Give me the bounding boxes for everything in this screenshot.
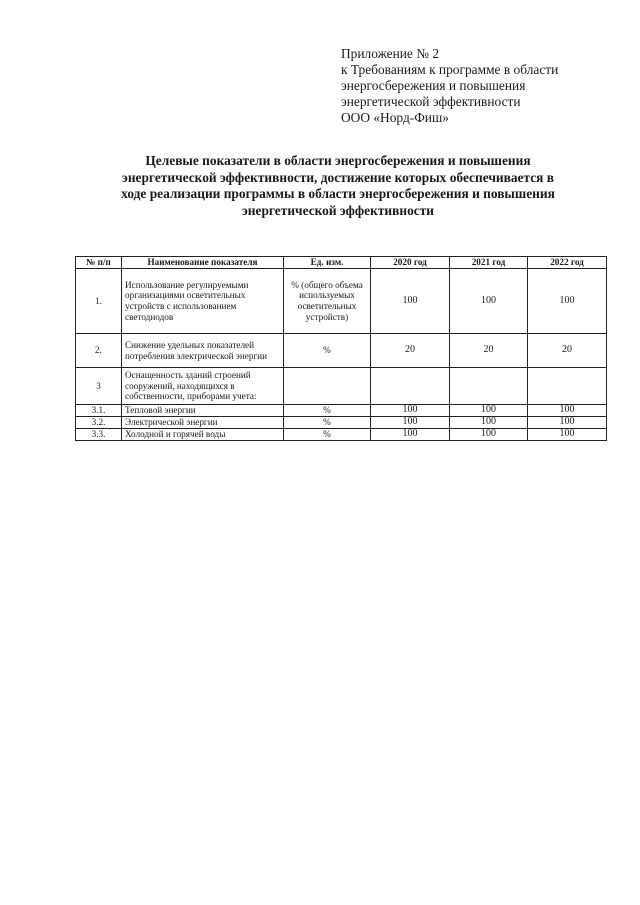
- title-line: энергетической эффективности, достижение которых обеспечивается в: [122, 169, 554, 185]
- cell-2022: 20: [528, 334, 607, 368]
- header-2022: 2022 год: [528, 257, 607, 269]
- header-num: № п/п: [76, 257, 122, 269]
- cell-num: 3.1.: [76, 405, 122, 417]
- table-row: [76, 429, 607, 441]
- cell-name: Оснащенность зданий строений сооружений, находящихся в собственности, приборами учета:: [122, 368, 284, 405]
- appendix-header: [341, 46, 621, 126]
- cell-2020: [371, 368, 450, 405]
- cell-num: 3.2.: [76, 417, 122, 429]
- cell-num: 3.3.: [76, 429, 122, 441]
- header-unit: Ед. изм.: [284, 257, 371, 269]
- appendix-line: к Требованиям к программе в области: [341, 62, 559, 77]
- table-row: [76, 334, 607, 368]
- cell-2021: 100: [450, 269, 528, 334]
- cell-2020: 20: [371, 334, 450, 368]
- cell-2020: 100: [371, 417, 450, 429]
- cell-name: Электрической энергии: [122, 417, 284, 429]
- cell-num: 2.: [76, 334, 122, 368]
- appendix-line: энергосбережения и повышения: [341, 78, 526, 93]
- cell-2021: 100: [450, 429, 528, 441]
- cell-unit: %: [284, 334, 371, 368]
- header-2021: 2021 год: [450, 257, 528, 269]
- target-indicators-table: [75, 256, 607, 441]
- table-row: [76, 405, 607, 417]
- title-line: энергетической эффективности: [242, 202, 434, 218]
- cell-2020: 100: [371, 269, 450, 334]
- cell-2021: 100: [450, 417, 528, 429]
- cell-2021: 20: [450, 334, 528, 368]
- cell-2022: 100: [528, 417, 607, 429]
- cell-2020: 100: [371, 429, 450, 441]
- table-row: [76, 368, 607, 405]
- table-row: [76, 417, 607, 429]
- cell-unit: [284, 368, 371, 405]
- cell-num: 3: [76, 368, 122, 405]
- cell-unit: %: [284, 405, 371, 417]
- cell-unit: % (общего объема используемых осветительных устройств): [284, 269, 371, 334]
- cell-2021: 100: [450, 405, 528, 417]
- table-row: [76, 269, 607, 334]
- cell-name: Тепловой энергии: [122, 405, 284, 417]
- cell-2022: 100: [528, 429, 607, 441]
- header-name: Наименование показателя: [122, 257, 284, 269]
- table-header-row: [76, 257, 607, 269]
- header-2020: 2020 год: [371, 257, 450, 269]
- title-line: Целевые показатели в области энергосбережения и повышения: [145, 153, 531, 168]
- document-title: [78, 153, 598, 219]
- cell-2022: 100: [528, 269, 607, 334]
- appendix-line: Приложение № 2: [341, 46, 440, 61]
- cell-2021: [450, 368, 528, 405]
- cell-name: Использование регулируемыми организациями осветительных устройств с использованием светодиодов: [122, 269, 284, 334]
- title-line: ходе реализации программы в области энергосбережения и повышения: [121, 186, 555, 201]
- cell-2022: [528, 368, 607, 405]
- appendix-line: энергетической эффективности: [341, 94, 521, 109]
- cell-name: Холодной и горячей воды: [122, 429, 284, 441]
- cell-unit: %: [284, 417, 371, 429]
- cell-unit: %: [284, 429, 371, 441]
- cell-name: Снижение удельных показателей потребления электрической энергии: [122, 334, 284, 368]
- appendix-line: ООО «Норд-Фиш»: [341, 110, 449, 125]
- cell-2020: 100: [371, 405, 450, 417]
- cell-num: 1.: [76, 269, 122, 334]
- cell-2022: 100: [528, 405, 607, 417]
